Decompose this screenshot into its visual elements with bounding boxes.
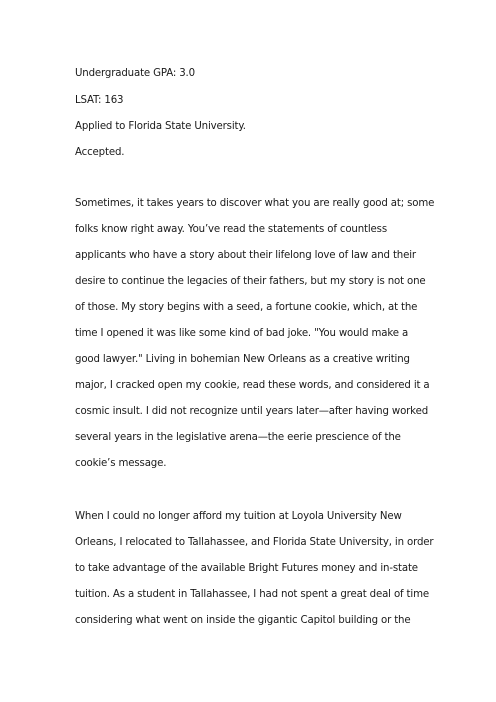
- paragraph-line: considering what went on inside the gigantic Capitol building or the: [75, 615, 411, 626]
- paragraph-line: cookie’s message.: [75, 458, 167, 469]
- paragraph-line: good lawyer." Living in bohemian New Orleans as a creative writing: [75, 354, 410, 365]
- paragraph-line: Orleans, I relocated to Tallahassee, and Florida State University, in order: [75, 537, 434, 548]
- paragraph-fortune-cookie: [75, 197, 435, 483]
- result-line: Accepted.: [75, 147, 125, 158]
- paragraph-line: Sometimes, it takes years to discover what you are really good at; some: [75, 198, 435, 209]
- paragraph-line: of those. My story begins with a seed, a fortune cookie, which, at the: [75, 302, 418, 313]
- paragraph-line: folks know right away. You’ve read the statements of countless: [75, 224, 387, 235]
- paragraph-line: to take advantage of the available Bright Futures money and in-state: [75, 563, 418, 574]
- paragraph-line: several years in the legislative arena—the eerie prescience of the: [75, 432, 401, 443]
- lsat-line: LSAT: 163: [75, 95, 124, 106]
- gpa-line: Undergraduate GPA: 3.0: [75, 68, 195, 79]
- paragraph-line: cosmic insult. I did not recognize until years later—after having worked: [75, 406, 429, 417]
- paragraph-line: When I could no longer afford my tuition at Loyola University New: [75, 511, 402, 522]
- paragraph-line: applicants who have a story about their lifelong love of law and their: [75, 250, 416, 261]
- paragraph-line: tuition. As a student in Tallahassee, I had not spent a great deal of time: [75, 589, 429, 600]
- paragraph-tuition: [75, 510, 434, 640]
- paragraph-line: desire to continue the legacies of their fathers, but my story is not one: [75, 276, 426, 287]
- paragraph-line: time I opened it was like some kind of bad joke. "You would make a: [75, 328, 409, 339]
- paragraph-line: major, I cracked open my cookie, read these words, and considered it a: [75, 380, 430, 391]
- applied-line: Applied to Florida State University.: [75, 121, 246, 132]
